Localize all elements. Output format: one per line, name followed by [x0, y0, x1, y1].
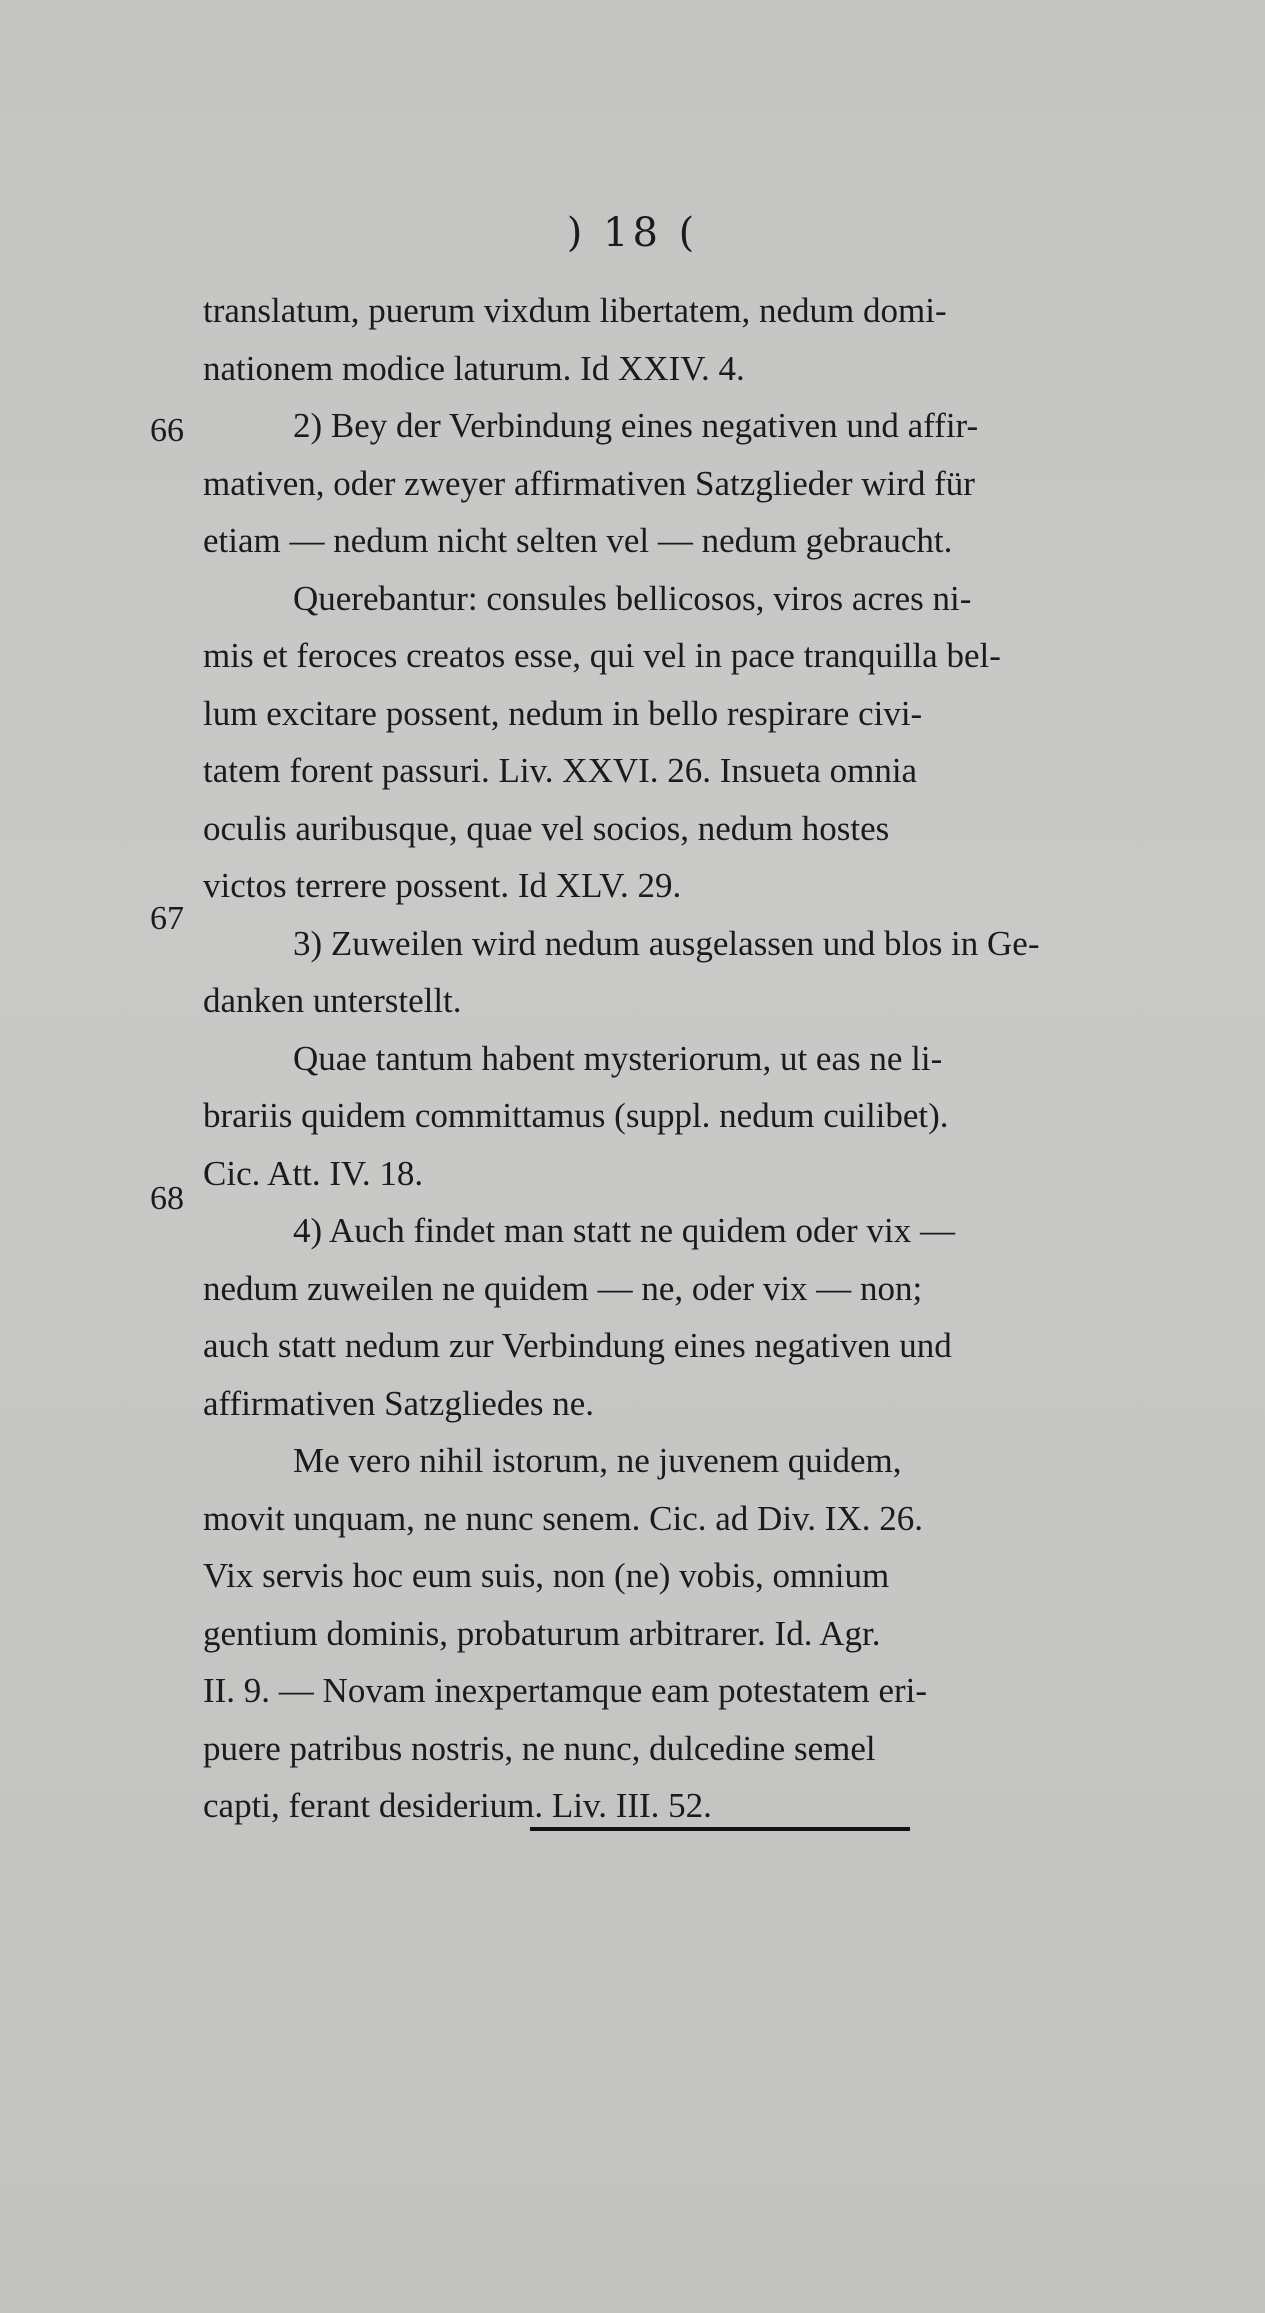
text-line: nationem modice laturum. Id XXIV. 4. [203, 348, 745, 388]
text-line: II. 9. — Novam inexpertamque eam potestatem eri- [203, 1671, 928, 1710]
text-line: translatum, puerum vixdum libertatem, nedum domi- [203, 291, 947, 330]
text-line: oculis auribusque, quae vel socios, nedum hostes [203, 808, 890, 848]
text-line: Querebantur: consules bellicosos, viros acres ni- [293, 578, 972, 618]
margin-number: 68 [150, 1180, 184, 1217]
text-line: nedum zuweilen ne quidem — ne, oder vix — non; [203, 1268, 923, 1308]
text-line: mis et feroces creatos esse, qui vel in pace tranquilla bel- [203, 636, 1001, 675]
margin-number: 66 [150, 412, 184, 449]
page-body [203, 282, 1198, 1835]
text-line: brariis quidem committamus (suppl. nedum cuilibet). [203, 1096, 949, 1135]
text-line: Quae tantum habent mysteriorum, ut eas ne li- [293, 1038, 943, 1078]
margin-number: 67 [150, 900, 184, 937]
text-line: gentium dominis, probaturum arbitrarer. Id. Agr. [203, 1613, 881, 1653]
text-line: auch statt nedum zur Verbindung eines negativen und [203, 1326, 952, 1365]
text-line: danken unterstellt. [203, 981, 462, 1020]
text-line: tatem forent passuri. Liv. XXVI. 26. Insueta omnia [203, 751, 918, 790]
text-line: 4) Auch findet man statt ne quidem oder vix — [293, 1211, 955, 1250]
text-line: 2) Bey der Verbindung eines negativen und affir- [293, 406, 979, 445]
section-rule [530, 1827, 910, 1831]
page-header: ) 18 ( [566, 210, 699, 256]
text-line: etiam — nedum nicht selten vel — nedum gebraucht. [203, 521, 953, 560]
text-line: 3) Zuweilen wird nedum ausgelassen und blos in Ge- [293, 923, 1040, 963]
text-line: victos terrere possent. Id XLV. 29. [203, 866, 682, 905]
text-line: mativen, oder zweyer affirmativen Satzglieder wird für [203, 463, 975, 503]
text-line: lum excitare possent, nedum in bello respirare civi- [203, 693, 923, 733]
text-line: puere patribus nostris, ne nunc, dulcedine semel [203, 1728, 876, 1768]
text-line: capti, ferant desiderium. Liv. III. 52. [203, 1786, 712, 1825]
text-line: Me vero nihil istorum, ne juvenem quidem, [293, 1441, 902, 1480]
text-line: affirmativen Satzgliedes ne. [203, 1383, 595, 1423]
text-line: Vix servis hoc eum suis, non (ne) vobis, omnium [203, 1556, 890, 1595]
text-line: movit unquam, ne nunc senem. Cic. ad Div. IX. 26. [203, 1498, 923, 1538]
text-line: Cic. Att. IV. 18. [203, 1153, 424, 1193]
